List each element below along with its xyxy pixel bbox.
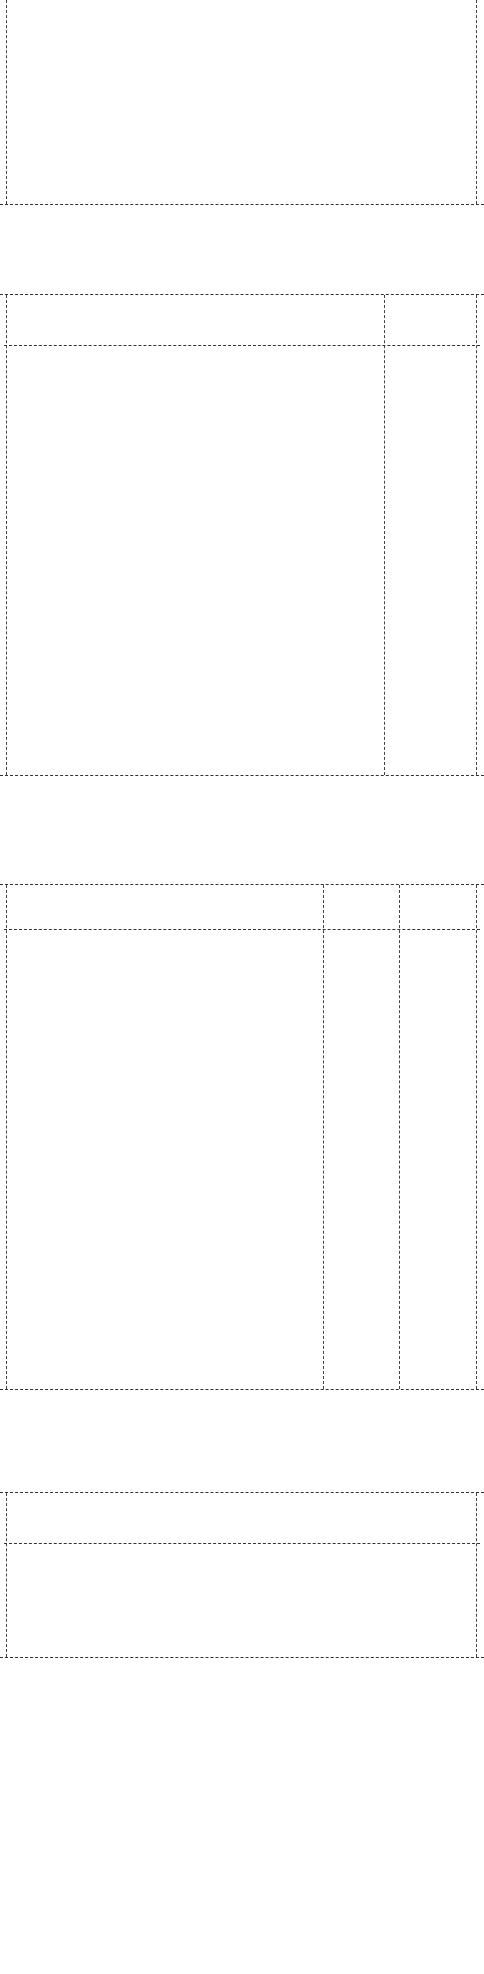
- annex19-table: [0, 884, 484, 1390]
- annex18-table: [0, 294, 484, 776]
- top-continuation-table: [0, 0, 484, 205]
- annex20-table: [0, 1492, 484, 1658]
